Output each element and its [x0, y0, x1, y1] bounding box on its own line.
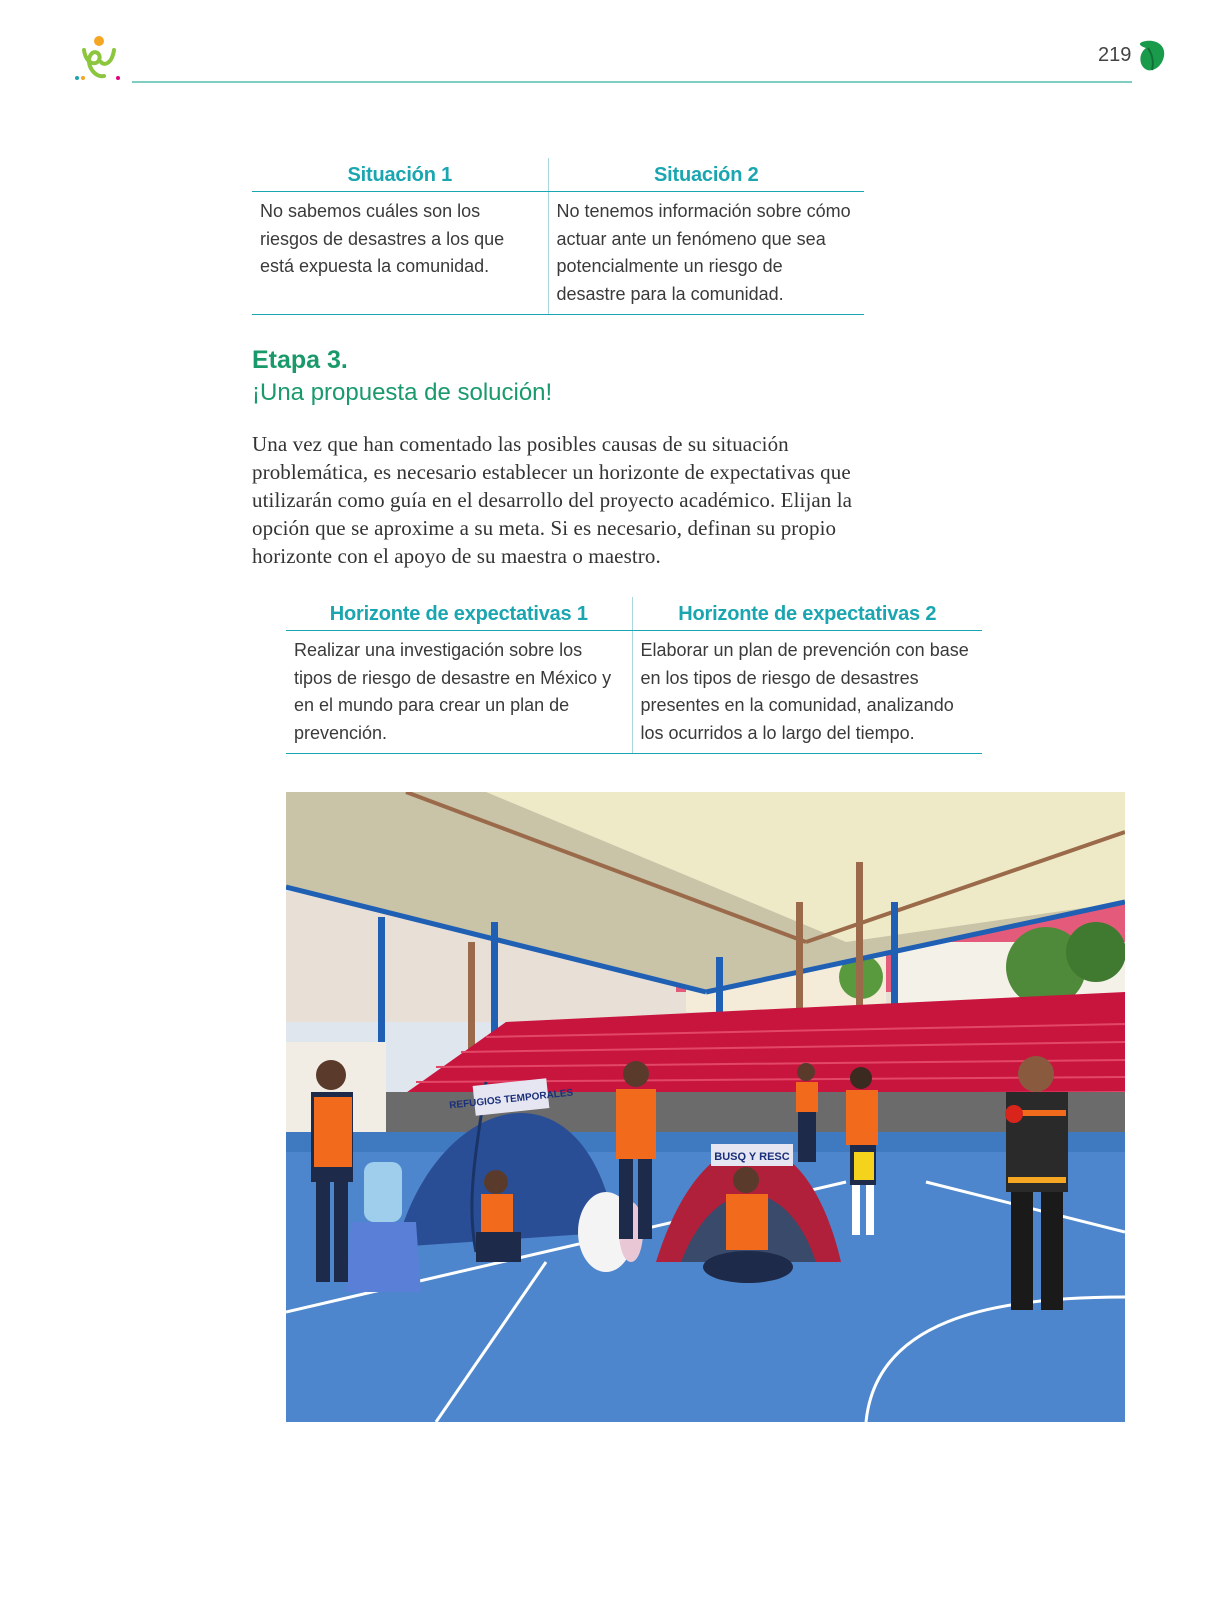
header-rule	[132, 81, 1132, 83]
situacion-1-header: Situación 1	[252, 158, 548, 192]
page-number: 219	[1098, 44, 1132, 66]
school-drill-illustration	[286, 792, 1125, 1422]
leaf-icon	[1136, 38, 1168, 74]
horizonte-2-header: Horizonte de expectativas 2	[632, 597, 982, 631]
situacion-2-cell: No tenemos información sobre cómo actuar ante un fenómeno que sea potencialmente un riesgo de desastre para la comunidad.	[548, 192, 864, 315]
stage-subtitle: ¡Una propuesta de solución!	[252, 379, 553, 406]
school-drill-photo	[286, 792, 1125, 1422]
brand-logo-icon	[74, 34, 124, 84]
situacion-2-header: Situación 2	[548, 158, 864, 192]
horizonte-2-cell: Elaborar un plan de prevención con base en los tipos de riesgo de desastres presentes en la comunidad, analizando los ocurridos a lo largo del tiempo.	[632, 631, 982, 754]
horizonte-1-header: Horizonte de expectativas 1	[286, 597, 632, 631]
situaciones-table	[252, 158, 864, 315]
stage-title: Etapa 3.	[252, 346, 348, 374]
horizonte-1-cell: Realizar una investigación sobre los tipos de riesgo de desastre en México y en el mundo para crear un plan de prevención.	[286, 631, 632, 754]
horizontes-table	[286, 597, 982, 754]
body-paragraph: Una vez que han comentado las posibles causas de su situación problemática, es necesario establecer un horizonte de expectativas que utilizarán como guía en el desarrollo del proyecto académico. Elijan la opción que se aproxime a su meta. Si es necesario, definan su propio horizonte con el apoyo de su maestra o maestro.	[252, 432, 853, 568]
tent-sign-right: BUSQ Y RESC	[714, 1151, 790, 1163]
tent-sign-left: REFUGIOS TEMPORALES	[448, 1087, 574, 1112]
situacion-1-cell: No sabemos cuáles son los riesgos de desastres a los que está expuesta la comunidad.	[252, 192, 548, 315]
